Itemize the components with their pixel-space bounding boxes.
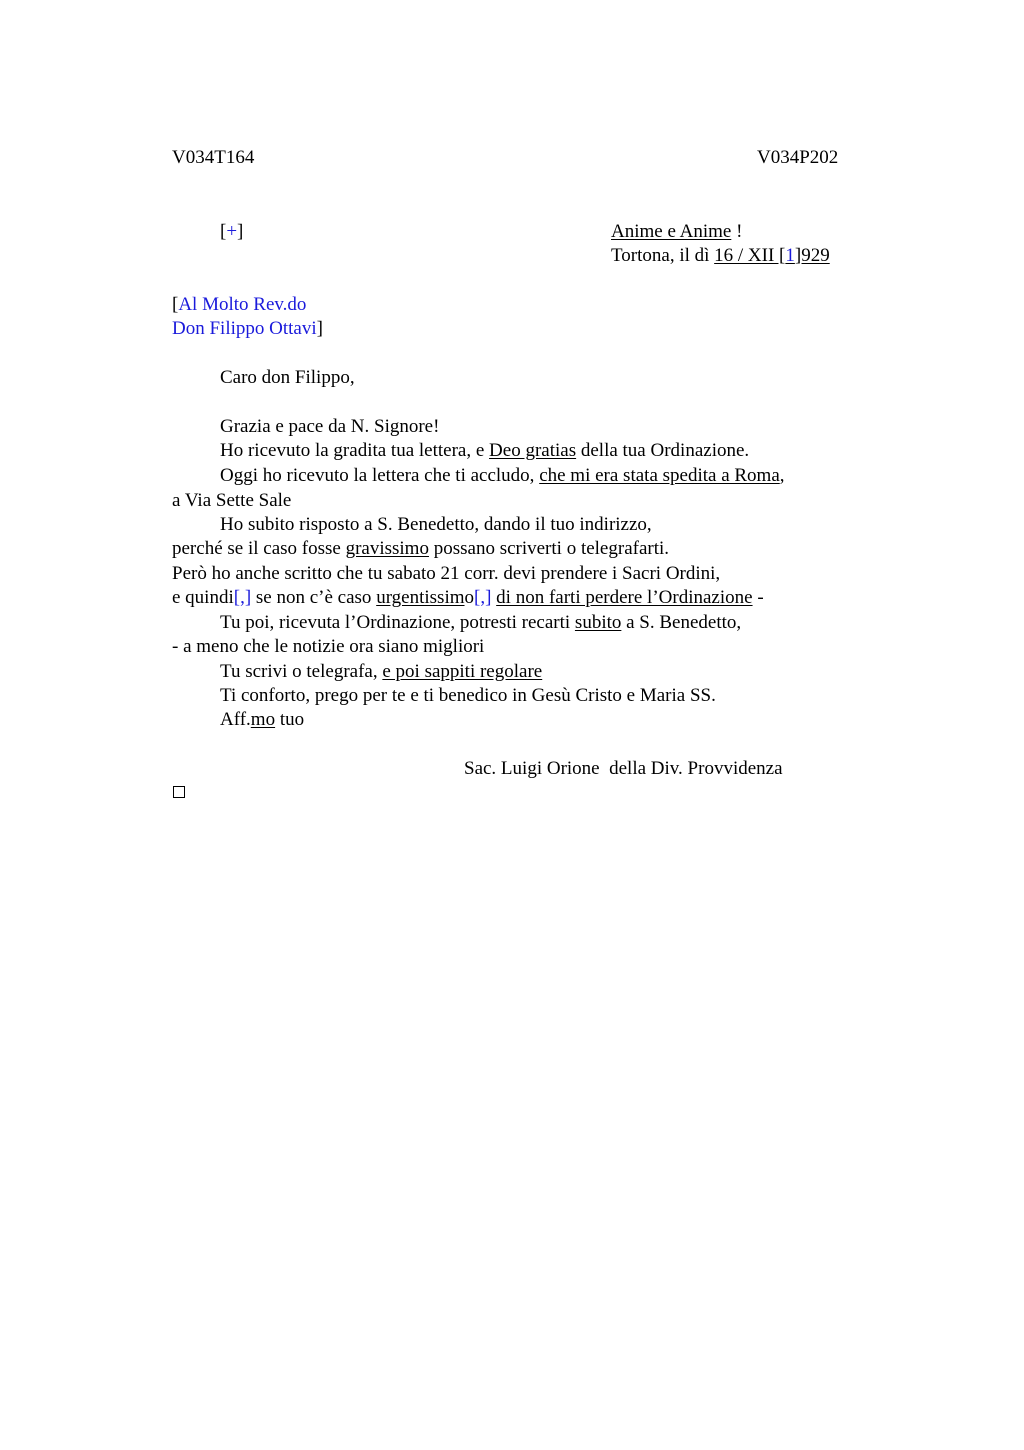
body-line-4: a Via Sette Sale: [172, 490, 292, 511]
text-run: se non c’è caso: [251, 587, 377, 608]
text-run: Ho ricevuto la gradita tua lettera, e: [220, 440, 490, 461]
bracket-open: [: [233, 587, 241, 608]
recipient-bracket-open: [: [172, 294, 179, 315]
text-run: e quindi: [172, 587, 234, 608]
underlined-text: che mi era stata spedita a Roma: [539, 465, 780, 486]
underlined-text: gravissimo: [345, 538, 429, 559]
body-line-1: Grazia e pace da N. Signore!: [220, 416, 440, 437]
date-day-month: 16 / XII [: [714, 245, 786, 266]
underlined-text: e poi sappiti regolare: [382, 661, 543, 682]
signature: Sac. Luigi Orione della Div. Provvidenza: [464, 758, 783, 779]
underlined-text: urgentissim: [376, 587, 465, 608]
body-line-6: [172, 537, 669, 561]
date-line: [611, 244, 830, 268]
text-run: o: [464, 587, 475, 608]
motto-text: Anime e Anime: [611, 221, 732, 242]
underlined-text: subito: [574, 612, 622, 633]
recipient-title: Al Molto Rev.do: [178, 294, 307, 315]
body-line-5: Ho subito risposto a S. Benedetto, dando il tuo indirizzo,: [220, 514, 652, 535]
bracket-close: ]: [244, 587, 252, 608]
body-line-12: Ti conforto, prego per te e ti benedico in Gesù Cristo e Maria SS.: [220, 685, 716, 706]
bracket-open: [: [474, 587, 481, 608]
text-run: possano scriverti o telegrafarti.: [428, 538, 670, 559]
text-run: Tu scrivi o telegrafa,: [220, 661, 383, 682]
body-line-10: - a meno che le notizie ora siano migliori: [172, 636, 485, 657]
text-run: Aff.: [220, 709, 251, 730]
body-line-7: Però ho anche scritto che tu sabato 21 corr. devi prendere i Sacri Ordini,: [172, 563, 721, 584]
text-run: della tua Ordinazione.: [576, 440, 750, 461]
body-line-9: [220, 611, 741, 635]
recipient-bracket-close: ]: [316, 318, 323, 339]
editorial-comma-2: [474, 587, 491, 608]
motto: [611, 220, 742, 244]
date-prefix: Tortona, il dì: [611, 245, 715, 266]
document-code-right: V034P202: [757, 147, 839, 168]
text-run: Tu poi, ricevuta l’Ordinazione, potresti recarti: [220, 612, 575, 633]
underlined-text: di non farti perdere l’Ordinazione: [496, 587, 753, 608]
body-line-8: [172, 586, 764, 610]
bracket-close: ]: [485, 587, 492, 608]
body-line-13: [220, 708, 304, 732]
document-code-left: V034T164: [172, 147, 255, 168]
body-line-2: [220, 439, 749, 463]
editorial-comma: ,: [480, 587, 486, 608]
motto-suffix: !: [731, 221, 743, 242]
recipient-line-2: [172, 317, 323, 341]
bracket-close: ]: [237, 221, 244, 242]
underlined-text: Deo gratias: [489, 440, 577, 461]
text-run: ,: [779, 465, 785, 486]
date-year-end: ]929: [794, 245, 830, 266]
editorial-comma: ,: [240, 587, 245, 608]
end-box-icon: [173, 786, 185, 798]
text-run: a S. Benedetto,: [621, 612, 742, 633]
underlined-text: mo: [250, 709, 276, 730]
body-line-11: [220, 660, 542, 684]
text-run: -: [752, 587, 764, 608]
text-run: Oggi ho ricevuto la lettera che ti accludo,: [220, 465, 540, 486]
editorial-comma-1: [234, 587, 251, 608]
body-line-3: [220, 464, 785, 488]
bracket-open: [: [220, 221, 227, 242]
cross-symbol: +: [226, 221, 238, 242]
date-bracket-digit: 1: [785, 245, 795, 266]
date-underlined: [714, 245, 830, 266]
text-run: perché se il caso fosse: [172, 538, 346, 559]
text-run: tuo: [275, 709, 305, 730]
recipient-name: Don Filippo Ottavi: [172, 318, 317, 339]
cross-mark: [220, 220, 243, 244]
recipient-line-1: [172, 293, 306, 317]
salutation: Caro don Filippo,: [220, 367, 355, 388]
